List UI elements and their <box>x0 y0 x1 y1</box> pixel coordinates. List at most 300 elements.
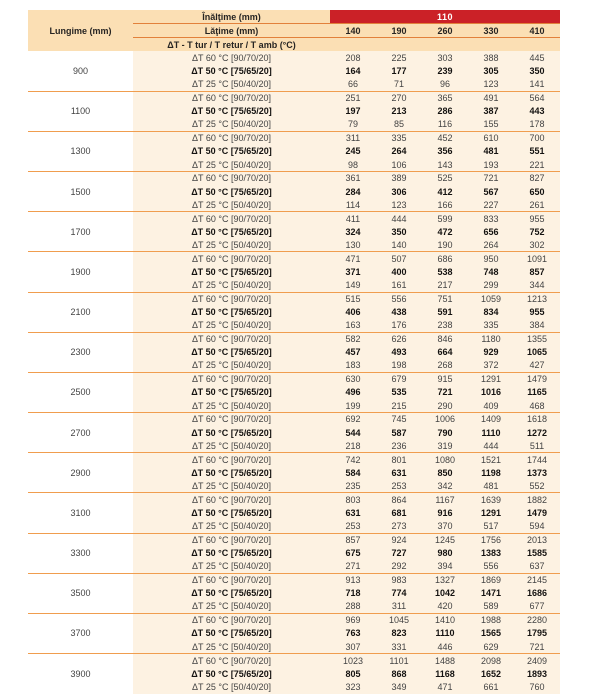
heat-output-value: 1080 <box>422 453 468 466</box>
heat-output-value: 1327 <box>422 573 468 586</box>
heat-output-value: 564 <box>514 91 560 104</box>
heat-output-value: 924 <box>376 533 422 546</box>
heat-output-value: 913 <box>330 573 376 586</box>
heat-output-value: 1488 <box>422 654 468 667</box>
heat-output-value: 1167 <box>422 493 468 506</box>
heat-output-value: 238 <box>422 319 468 332</box>
heat-output-value: 323 <box>330 680 376 693</box>
latime-header-cell: Lăţime (mm) <box>133 24 330 38</box>
heat-output-value: 850 <box>422 466 468 479</box>
length-group <box>28 573 560 613</box>
dt-row-label: ΔT 25 °C [50/40/20] <box>133 640 330 653</box>
data-row-dt60 <box>28 212 560 225</box>
heat-output-value: 983 <box>376 573 422 586</box>
heat-output-value: 790 <box>422 426 468 439</box>
heat-output-value: 114 <box>330 198 376 211</box>
heat-output-value: 273 <box>376 520 422 533</box>
heat-output-value: 551 <box>514 145 560 158</box>
heat-output-value: 349 <box>376 680 422 693</box>
heat-output-value: 833 <box>468 212 514 225</box>
heat-output-value: 496 <box>330 386 376 399</box>
heat-output-value: 106 <box>376 158 422 171</box>
dt-row-label: ΔT 50 °C [75/65/20] <box>133 145 330 158</box>
heat-output-value: 1272 <box>514 426 560 439</box>
heat-output-value: 264 <box>376 145 422 158</box>
dt-row-label: ΔT 60 °C [90/70/20] <box>133 453 330 466</box>
heat-output-value: 427 <box>514 359 560 372</box>
heat-output-value: 445 <box>514 51 560 64</box>
dt-row-label: ΔT 60 °C [90/70/20] <box>133 332 330 345</box>
heat-output-value: 969 <box>330 613 376 626</box>
heat-output-value: 805 <box>330 667 376 680</box>
data-row-dt60 <box>28 372 560 385</box>
heat-output-value: 637 <box>514 560 560 573</box>
heat-output-value: 305 <box>468 64 514 77</box>
heat-output-value: 1744 <box>514 453 560 466</box>
heat-output-value: 515 <box>330 292 376 305</box>
length-group <box>28 91 560 131</box>
length-value: 3700 <box>28 613 133 653</box>
length-group <box>28 413 560 453</box>
heat-output-value: 1383 <box>468 546 514 559</box>
heat-output-value: 751 <box>422 292 468 305</box>
heat-output-value: 1686 <box>514 587 560 600</box>
heat-output-value: 525 <box>422 172 468 185</box>
heat-output-value: 1471 <box>468 587 514 600</box>
dt-row-label: ΔT 50 °C [75/65/20] <box>133 506 330 519</box>
data-row-dt60 <box>28 573 560 586</box>
heat-output-value: 857 <box>514 265 560 278</box>
data-row-dt60 <box>28 413 560 426</box>
heat-output-value: 556 <box>376 292 422 305</box>
heat-output-value: 610 <box>468 131 514 144</box>
heat-output-value: 1756 <box>468 533 514 546</box>
heat-output-value: 481 <box>468 480 514 493</box>
data-row-dt60 <box>28 91 560 104</box>
height-value-banner: 110 <box>330 10 560 24</box>
heat-output-value: 141 <box>514 78 560 91</box>
length-group <box>28 292 560 332</box>
heat-output-value: 342 <box>422 480 468 493</box>
heat-output-value: 1165 <box>514 386 560 399</box>
heat-output-value: 1110 <box>422 627 468 640</box>
heat-output-value: 251 <box>330 91 376 104</box>
lungime-header-cell: Lungime (mm) <box>28 10 133 51</box>
heat-output-value: 916 <box>422 506 468 519</box>
length-value: 1100 <box>28 91 133 131</box>
dt-row-label: ΔT 50 °C [75/65/20] <box>133 587 330 600</box>
heat-output-value: 827 <box>514 172 560 185</box>
length-value: 2300 <box>28 332 133 372</box>
heat-output-value: 388 <box>468 51 514 64</box>
heat-output-value: 2098 <box>468 654 514 667</box>
heat-output-value: 868 <box>376 667 422 680</box>
heat-output-value: 350 <box>376 225 422 238</box>
dt-row-label: ΔT 50 °C [75/65/20] <box>133 386 330 399</box>
heat-output-value: 511 <box>514 439 560 452</box>
heat-output-value: 681 <box>376 506 422 519</box>
length-value: 3100 <box>28 493 133 533</box>
length-value: 3900 <box>28 654 133 694</box>
data-row-dt60 <box>28 292 560 305</box>
delta-t-header-spacer <box>330 38 560 52</box>
heat-output-value: 225 <box>376 51 422 64</box>
heat-output-value: 1409 <box>468 413 514 426</box>
heat-output-value: 955 <box>514 305 560 318</box>
data-row-dt60 <box>28 654 560 667</box>
heat-output-value: 727 <box>376 546 422 559</box>
dt-row-label: ΔT 60 °C [90/70/20] <box>133 252 330 265</box>
length-value: 900 <box>28 51 133 91</box>
heat-output-value: 253 <box>376 480 422 493</box>
heat-output-value: 2280 <box>514 613 560 626</box>
dt-row-label: ΔT 60 °C [90/70/20] <box>133 613 330 626</box>
heat-output-value: 268 <box>422 359 468 372</box>
heat-output-value: 384 <box>514 319 560 332</box>
heat-output-value: 239 <box>422 64 468 77</box>
heat-output-value: 679 <box>376 372 422 385</box>
heat-output-value: 123 <box>468 78 514 91</box>
heat-output-value: 1882 <box>514 493 560 506</box>
heat-output-value: 387 <box>468 105 514 118</box>
dt-row-label: ΔT 60 °C [90/70/20] <box>133 131 330 144</box>
heat-output-value: 857 <box>330 533 376 546</box>
dt-row-label: ΔT 60 °C [90/70/20] <box>133 292 330 305</box>
heat-output-value: 760 <box>514 680 560 693</box>
heat-output-value: 1110 <box>468 426 514 439</box>
heat-output-value: 1988 <box>468 613 514 626</box>
heat-output-value: 584 <box>330 466 376 479</box>
heat-output-value: 507 <box>376 252 422 265</box>
length-group <box>28 332 560 372</box>
heat-output-value: 235 <box>330 480 376 493</box>
heat-output-value: 1652 <box>468 667 514 680</box>
heat-output-value: 420 <box>422 600 468 613</box>
heat-output-value: 1291 <box>468 372 514 385</box>
data-row-dt60 <box>28 172 560 185</box>
dt-row-label: ΔT 25 °C [50/40/20] <box>133 600 330 613</box>
heat-output-value: 471 <box>422 680 468 693</box>
length-value: 2100 <box>28 292 133 332</box>
dt-row-label: ΔT 60 °C [90/70/20] <box>133 172 330 185</box>
heat-output-value: 190 <box>422 238 468 251</box>
heat-output-value: 311 <box>330 131 376 144</box>
length-group <box>28 372 560 412</box>
dt-row-label: ΔT 50 °C [75/65/20] <box>133 225 330 238</box>
heat-output-value: 412 <box>422 185 468 198</box>
heat-output-value: 803 <box>330 493 376 506</box>
dt-row-label: ΔT 50 °C [75/65/20] <box>133 466 330 479</box>
heat-output-value: 1042 <box>422 587 468 600</box>
heat-output-value: 594 <box>514 520 560 533</box>
heat-output-value: 213 <box>376 105 422 118</box>
heat-output-value: 344 <box>514 279 560 292</box>
heat-output-value: 1180 <box>468 332 514 345</box>
dt-row-label: ΔT 50 °C [75/65/20] <box>133 346 330 359</box>
heat-output-value: 929 <box>468 346 514 359</box>
dt-row-label: ΔT 50 °C [75/65/20] <box>133 305 330 318</box>
heat-output-value: 236 <box>376 439 422 452</box>
heat-output-value: 980 <box>422 546 468 559</box>
length-group <box>28 252 560 292</box>
heat-output-value: 823 <box>376 627 422 640</box>
heat-output-value: 306 <box>376 185 422 198</box>
heat-output-value: 1479 <box>514 372 560 385</box>
heat-output-value: 471 <box>330 252 376 265</box>
dt-row-label: ΔT 60 °C [90/70/20] <box>133 573 330 586</box>
dt-row-label: ΔT 25 °C [50/40/20] <box>133 118 330 131</box>
data-row-dt60 <box>28 533 560 546</box>
data-row-dt60 <box>28 51 560 64</box>
heat-output-value: 630 <box>330 372 376 385</box>
heat-output-value: 400 <box>376 265 422 278</box>
dt-row-label: ΔT 60 °C [90/70/20] <box>133 212 330 225</box>
length-value: 2500 <box>28 372 133 412</box>
heat-output-value: 834 <box>468 305 514 318</box>
heat-output-value: 801 <box>376 453 422 466</box>
heat-output-value: 178 <box>514 118 560 131</box>
length-group <box>28 172 560 212</box>
heat-output-value: 1245 <box>422 533 468 546</box>
dt-row-label: ΔT 50 °C [75/65/20] <box>133 667 330 680</box>
heat-output-value: 444 <box>376 212 422 225</box>
width-header-cell: 140 <box>330 24 376 38</box>
heat-output-value: 394 <box>422 560 468 573</box>
heat-output-value: 1168 <box>422 667 468 680</box>
heat-output-value: 411 <box>330 212 376 225</box>
dt-row-label: ΔT 25 °C [50/40/20] <box>133 359 330 372</box>
length-group <box>28 533 560 573</box>
heat-output-value: 245 <box>330 145 376 158</box>
heat-output-value: 1521 <box>468 453 514 466</box>
heat-output-value: 371 <box>330 265 376 278</box>
heat-output-value: 164 <box>330 64 376 77</box>
heat-output-value: 538 <box>422 265 468 278</box>
heat-output-value: 517 <box>468 520 514 533</box>
length-value: 2700 <box>28 413 133 453</box>
heat-output-value: 700 <box>514 131 560 144</box>
dt-row-label: ΔT 60 °C [90/70/20] <box>133 654 330 667</box>
heat-output-value: 85 <box>376 118 422 131</box>
heat-output-value: 286 <box>422 105 468 118</box>
heat-output-value: 1006 <box>422 413 468 426</box>
heat-output-value: 311 <box>376 600 422 613</box>
heat-output-value: 1585 <box>514 546 560 559</box>
length-group <box>28 613 560 653</box>
heat-output-value: 177 <box>376 64 422 77</box>
heat-output-value: 1291 <box>468 506 514 519</box>
heat-output-value: 365 <box>422 91 468 104</box>
heat-output-value: 197 <box>330 105 376 118</box>
heat-output-value: 692 <box>330 413 376 426</box>
heat-output-value: 271 <box>330 560 376 573</box>
dt-row-label: ΔT 25 °C [50/40/20] <box>133 480 330 493</box>
dt-row-label: ΔT 50 °C [75/65/20] <box>133 426 330 439</box>
heat-output-value: 763 <box>330 627 376 640</box>
heat-output-value: 591 <box>422 305 468 318</box>
delta-t-header-cell: ΔT - T tur / T retur / T amb (°C) <box>133 38 330 52</box>
heat-output-value: 556 <box>468 560 514 573</box>
heat-output-value: 183 <box>330 359 376 372</box>
heat-output-value: 307 <box>330 640 376 653</box>
heat-output-value: 302 <box>514 238 560 251</box>
heat-output-value: 356 <box>422 145 468 158</box>
heat-output-value: 372 <box>468 359 514 372</box>
heat-output-value: 176 <box>376 319 422 332</box>
heat-output-value: 370 <box>422 520 468 533</box>
heat-output-value: 389 <box>376 172 422 185</box>
heat-output-value: 1410 <box>422 613 468 626</box>
data-row-dt60 <box>28 131 560 144</box>
heat-output-value: 664 <box>422 346 468 359</box>
heat-output-value: 409 <box>468 399 514 412</box>
dt-row-label: ΔT 25 °C [50/40/20] <box>133 439 330 452</box>
heat-output-value: 123 <box>376 198 422 211</box>
header-row-inaltime <box>28 10 560 24</box>
heat-output-value: 1893 <box>514 667 560 680</box>
heat-output-value: 567 <box>468 185 514 198</box>
heat-output-value: 116 <box>422 118 468 131</box>
data-row-dt60 <box>28 252 560 265</box>
heat-output-value: 1091 <box>514 252 560 265</box>
heat-output-value: 846 <box>422 332 468 345</box>
data-row-dt60 <box>28 332 560 345</box>
heat-output-value: 675 <box>330 546 376 559</box>
heat-output-value: 721 <box>468 172 514 185</box>
heat-output-value: 217 <box>422 279 468 292</box>
dt-row-label: ΔT 25 °C [50/40/20] <box>133 560 330 573</box>
heat-output-value: 1355 <box>514 332 560 345</box>
heat-output-value: 446 <box>422 640 468 653</box>
dt-row-label: ΔT 50 °C [75/65/20] <box>133 627 330 640</box>
radiator-output-table <box>28 10 560 694</box>
heat-output-value: 221 <box>514 158 560 171</box>
data-row-dt60 <box>28 453 560 466</box>
heat-output-value: 284 <box>330 185 376 198</box>
dt-row-label: ΔT 25 °C [50/40/20] <box>133 78 330 91</box>
width-header-cell: 410 <box>514 24 560 38</box>
heat-output-value: 290 <box>422 399 468 412</box>
dt-row-label: ΔT 25 °C [50/40/20] <box>133 198 330 211</box>
length-group <box>28 654 560 694</box>
heat-output-value: 552 <box>514 480 560 493</box>
heat-output-value: 166 <box>422 198 468 211</box>
length-value: 1500 <box>28 172 133 212</box>
heat-output-value: 1795 <box>514 627 560 640</box>
data-row-dt60 <box>28 493 560 506</box>
data-row-dt60 <box>28 613 560 626</box>
width-header-cell: 260 <box>422 24 468 38</box>
heat-output-value: 661 <box>468 680 514 693</box>
dt-row-label: ΔT 50 °C [75/65/20] <box>133 546 330 559</box>
heat-output-value: 587 <box>376 426 422 439</box>
dt-row-label: ΔT 25 °C [50/40/20] <box>133 158 330 171</box>
length-group <box>28 453 560 493</box>
heat-output-value: 319 <box>422 439 468 452</box>
heat-output-value: 493 <box>376 346 422 359</box>
heat-output-value: 335 <box>376 131 422 144</box>
heat-output-value: 443 <box>514 105 560 118</box>
heat-output-value: 335 <box>468 319 514 332</box>
heat-output-value: 742 <box>330 453 376 466</box>
heat-output-value: 438 <box>376 305 422 318</box>
heat-output-value: 950 <box>468 252 514 265</box>
heat-output-value: 582 <box>330 332 376 345</box>
heat-output-value: 650 <box>514 185 560 198</box>
heat-output-value: 303 <box>422 51 468 64</box>
width-header-cell: 330 <box>468 24 514 38</box>
heat-output-value: 324 <box>330 225 376 238</box>
heat-output-value: 1059 <box>468 292 514 305</box>
heat-output-value: 261 <box>514 198 560 211</box>
heat-output-value: 491 <box>468 91 514 104</box>
heat-output-value: 631 <box>376 466 422 479</box>
length-value: 2900 <box>28 453 133 493</box>
heat-output-value: 96 <box>422 78 468 91</box>
heat-output-value: 864 <box>376 493 422 506</box>
heat-output-value: 535 <box>376 386 422 399</box>
heat-output-value: 163 <box>330 319 376 332</box>
heat-output-value: 227 <box>468 198 514 211</box>
heat-output-value: 71 <box>376 78 422 91</box>
heat-output-value: 155 <box>468 118 514 131</box>
heat-output-value: 721 <box>514 640 560 653</box>
dt-row-label: ΔT 60 °C [90/70/20] <box>133 91 330 104</box>
dt-row-label: ΔT 50 °C [75/65/20] <box>133 64 330 77</box>
heat-output-value: 626 <box>376 332 422 345</box>
heat-output-value: 1479 <box>514 506 560 519</box>
heat-output-value: 457 <box>330 346 376 359</box>
heat-output-value: 406 <box>330 305 376 318</box>
heat-output-value: 1023 <box>330 654 376 667</box>
length-value: 3500 <box>28 573 133 613</box>
heat-output-value: 140 <box>376 238 422 251</box>
heat-output-value: 2145 <box>514 573 560 586</box>
length-value: 3300 <box>28 533 133 573</box>
heat-output-value: 1213 <box>514 292 560 305</box>
heat-output-value: 721 <box>422 386 468 399</box>
heat-output-value: 472 <box>422 225 468 238</box>
heat-output-value: 331 <box>376 640 422 653</box>
heat-output-value: 161 <box>376 279 422 292</box>
heat-output-value: 589 <box>468 600 514 613</box>
heat-output-value: 98 <box>330 158 376 171</box>
dt-row-label: ΔT 50 °C [75/65/20] <box>133 265 330 278</box>
heat-output-value: 288 <box>330 600 376 613</box>
heat-output-value: 544 <box>330 426 376 439</box>
length-group <box>28 131 560 171</box>
heat-output-value: 774 <box>376 587 422 600</box>
length-group <box>28 493 560 533</box>
heat-output-value: 2409 <box>514 654 560 667</box>
heat-output-value: 66 <box>330 78 376 91</box>
heat-output-value: 1045 <box>376 613 422 626</box>
heat-output-value: 350 <box>514 64 560 77</box>
heat-output-value: 1373 <box>514 466 560 479</box>
length-value: 1300 <box>28 131 133 171</box>
heat-output-value: 444 <box>468 439 514 452</box>
dt-row-label: ΔT 60 °C [90/70/20] <box>133 51 330 64</box>
dt-row-label: ΔT 60 °C [90/70/20] <box>133 413 330 426</box>
heat-output-value: 218 <box>330 439 376 452</box>
heat-output-value: 1565 <box>468 627 514 640</box>
heat-output-value: 270 <box>376 91 422 104</box>
dt-row-label: ΔT 60 °C [90/70/20] <box>133 372 330 385</box>
length-value: 1900 <box>28 252 133 292</box>
heat-output-value: 656 <box>468 225 514 238</box>
heat-output-value: 1639 <box>468 493 514 506</box>
heat-output-value: 677 <box>514 600 560 613</box>
